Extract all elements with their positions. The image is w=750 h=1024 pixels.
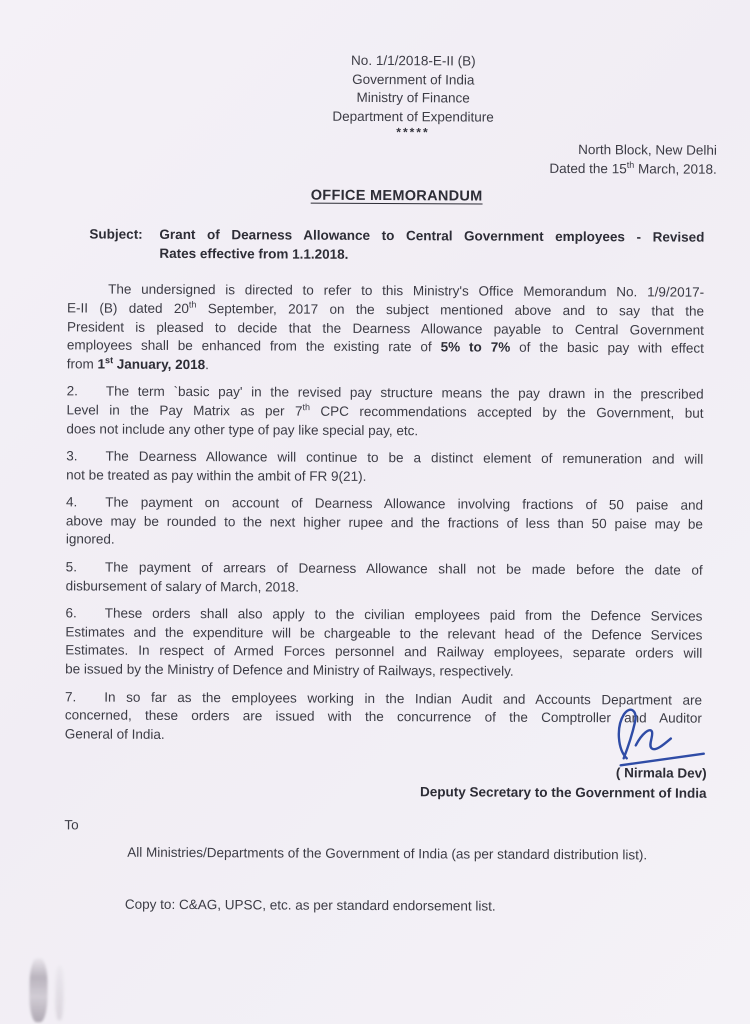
handwritten-signature-image: [611, 703, 711, 772]
text-line: disbursement of salary of March, 2018.: [65, 578, 300, 595]
subject-text: [159, 226, 704, 277]
text-line: be issued by the Ministry of Defence and Ministry of Railways, respectively.: [65, 661, 514, 679]
text-line: employees shall be enhanced from the existing rate of 5% to 7% of the basic pay with effect: [66, 337, 704, 356]
text-line: General of India.: [64, 726, 165, 742]
place-date-block: [68, 139, 717, 180]
divider-stars: *****: [396, 125, 430, 140]
body-paragraph: [66, 383, 703, 442]
text-line: does not include any other type of pay like special pay, etc.: [66, 420, 419, 438]
place-line: North Block, New Delhi: [578, 142, 717, 159]
body-paragraphs: [65, 281, 704, 747]
text-line: E-II (B) dated 20th September, 2017 on the subject mentioned above and to say that the: [67, 299, 705, 319]
org-line-ministry: Ministry of Finance: [356, 90, 470, 106]
text-line: 6. These orders shall also apply to the civilian employees paid from the Defence Services: [65, 605, 703, 624]
body-paragraph: [65, 605, 702, 683]
text-line: not be treated as pay within the ambit of FR 9(21).: [66, 467, 367, 484]
text-line: ignored.: [65, 531, 115, 548]
text-line: 2. The term `basic pay' in the revised pay structure means the pay drawn in the prescribed: [66, 383, 704, 403]
text-line: Grant of Dearness Allowance to Central Government employees - Revised: [159, 227, 705, 245]
scan-smudge: [55, 966, 63, 1020]
text-line: concerned, these orders are issued with the concurrence of the Comptroller and Auditor: [64, 707, 702, 726]
text-line: Estimates. In respect of Armed Forces personnel and Railway employees, separate orders will: [65, 642, 703, 662]
body-paragraph: [65, 688, 702, 747]
text-line: 7. In so far as the employees working in the Indian Audit and Accounts Department are: [64, 689, 703, 708]
memo-content: [64, 0, 717, 917]
text-line: 4. The payment on account of Dearness Allowance involving fractions of 50 paise and: [66, 494, 704, 513]
copy-endorsement-line: Copy to: C&AG, UPSC, etc. as per standard endorsement list.: [124, 896, 496, 914]
body-paragraph: [67, 281, 704, 377]
signatory-designation: Deputy Secretary to the Government of India: [419, 784, 707, 801]
body-paragraph: [66, 558, 703, 599]
subject-block: [89, 226, 704, 277]
signatory-name: ( Nirmala Dev): [615, 765, 707, 782]
text-line: Level in the Pay Matrix as per 7th CPC recommendations accepted by the Government, but: [66, 402, 704, 421]
text-line: from 1st January, 2018.: [66, 354, 209, 372]
body-paragraph: [159, 226, 704, 266]
reference-number: No. 1/1/2018-E-II (B): [351, 52, 476, 69]
text-line: 5. The payment of arrears of Dearness Allowance shall not be made before the date of: [65, 559, 703, 578]
text-line: The undersigned is directed to refer to this Ministry's Office Memorandum No. 1/9/2017-: [108, 281, 705, 301]
text-line: Rates effective from 1.1.2018.: [159, 245, 349, 262]
text-line: 3. The Dearness Allowance will continue to be a distinct element of remuneration and will: [66, 448, 704, 467]
body-paragraph: [66, 494, 703, 553]
date-line: Dated the 15th March, 2018.: [549, 159, 717, 177]
addressee-to-label: To: [64, 817, 79, 833]
subject-label: Subject:: [89, 226, 143, 242]
text-line: President is pleased to decide that the Dearness Allowance payable to Central Government: [66, 318, 704, 338]
org-line-department: Department of Expenditure: [332, 108, 494, 125]
text-line: Estimates and the expenditure will be chargeable to the relevant head of the Defence Services: [65, 624, 703, 643]
body-paragraph: [66, 447, 703, 488]
letterhead: [213, 51, 613, 139]
text-line: above may be rounded to the next higher rupee and the fractions of less than 50 paise may be: [65, 513, 703, 532]
scan-smudge: [29, 958, 47, 1022]
memo-title: OFFICE MEMORANDUM: [310, 187, 483, 205]
org-line-government: Government of India: [352, 71, 475, 88]
distribution-line: All Ministries/Departments of the Government of India (as per standard distribution list).: [127, 844, 648, 863]
